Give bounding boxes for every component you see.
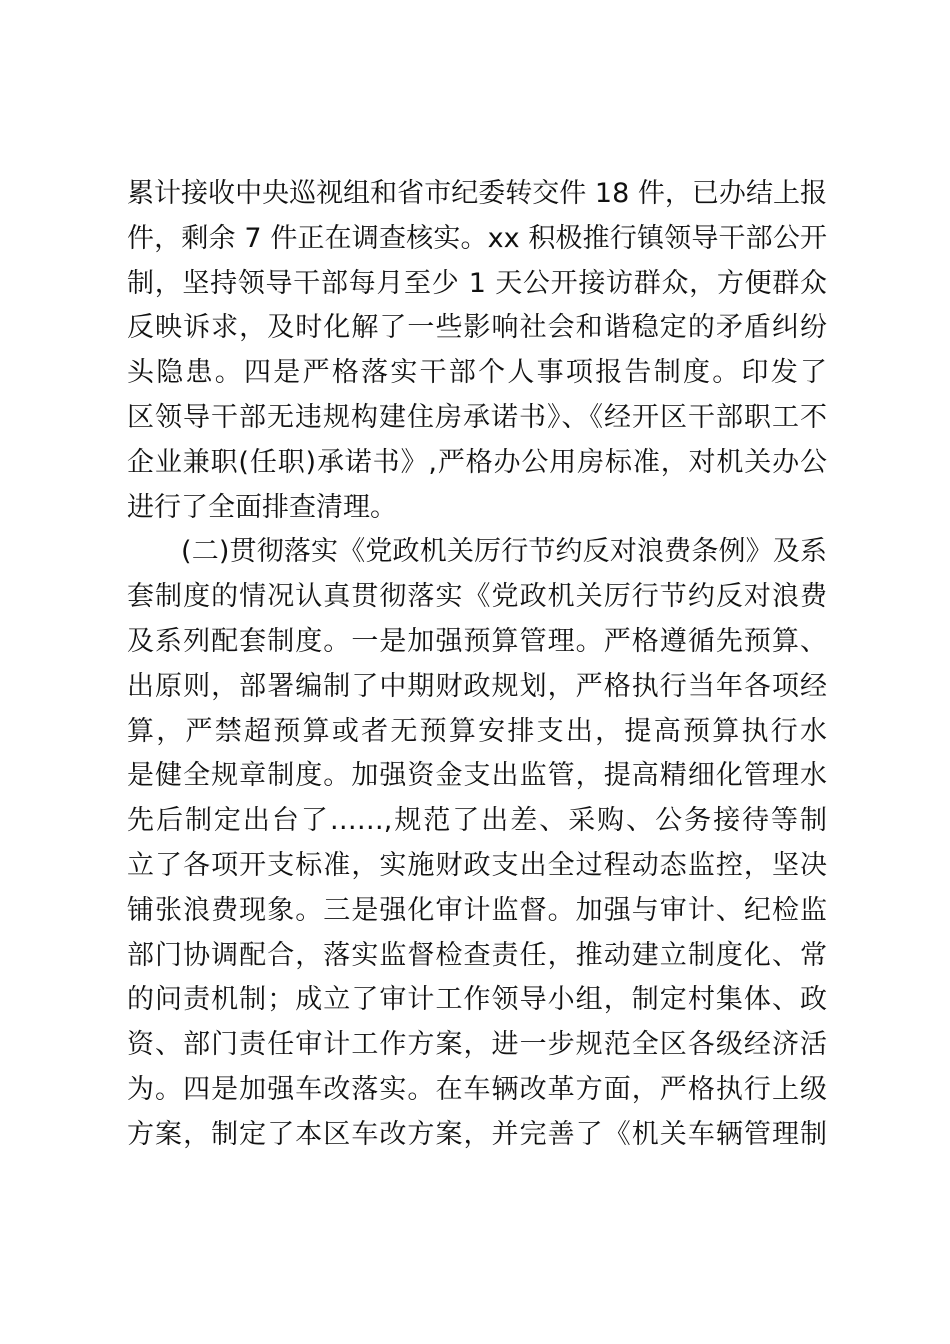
text-line: 区领导干部无违规构建住房承诺书》、《经开区干部职工不 — [127, 401, 827, 433]
text-line: 及系列配套制度。一是加强预算管理。严格遵循先预算、 — [127, 625, 827, 657]
text-line: 为。四是加强车改落实。在车辆改革方面，严格执行上级 — [127, 1073, 827, 1105]
text-line: 立了各项开支标准，实施财政支出全过程动态监控，坚决 — [127, 849, 827, 881]
text-line: 铺张浪费现象。三是强化审计监督。加强与审计、纪检监 — [127, 894, 827, 926]
paragraph-1 — [127, 172, 827, 530]
text-line: 是健全规章制度。加强资金支出监管，提高精细化管理水 — [127, 760, 827, 792]
text-line: 资、部门责任审计工作方案，进一步规范全区各级经济活 — [127, 1029, 827, 1061]
text-line: 件，剩余 7 件正在调查核实。xx 积极推行镇领导干部公开 — [127, 222, 827, 254]
text-line: 先后制定出台了……,规范了出差、采购、公务接待等制 — [127, 805, 827, 837]
text-line: 部门协调配合，落实监督检查责任，推动建立制度化、常 — [127, 939, 827, 971]
document-body — [127, 172, 827, 1158]
text-line: 方案，制定了本区车改方案，并完善了《机关车辆管理制 — [127, 1118, 827, 1150]
text-line: 算，严禁超预算或者无预算安排支出，提高预算执行水 — [127, 715, 827, 747]
paragraph-2 — [127, 530, 827, 1157]
text-line: 反映诉求，及时化解了一些影响社会和谐稳定的矛盾纠纷 — [127, 312, 827, 344]
text-line: 的问责机制；成立了审计工作领导小组，制定村集体、政 — [127, 984, 827, 1016]
text-line: 企业兼职(任职)承诺书》,严格办公用房标准，对机关办公 — [127, 446, 827, 478]
text-line: 出原则，部署编制了中期财政规划，严格执行当年各项经 — [127, 670, 827, 702]
text-line: 进行了全面排查清理。 — [127, 491, 397, 523]
text-line: 头隐患。四是严格落实干部个人事项报告制度。印发了 — [127, 357, 827, 389]
text-line: 累计接收中央巡视组和省市纪委转交件 18 件，已办结上报 — [127, 178, 827, 209]
section-heading-line: (二)贯彻落实《党政机关厉行节约反对浪费条例》及系 — [181, 536, 827, 568]
text-line: 套制度的情况认真贯彻落实《党政机关厉行节约反对浪费 — [127, 581, 827, 613]
text-line: 制，坚持领导干部每月至少 1 天公开接访群众，方便群众 — [127, 267, 827, 299]
